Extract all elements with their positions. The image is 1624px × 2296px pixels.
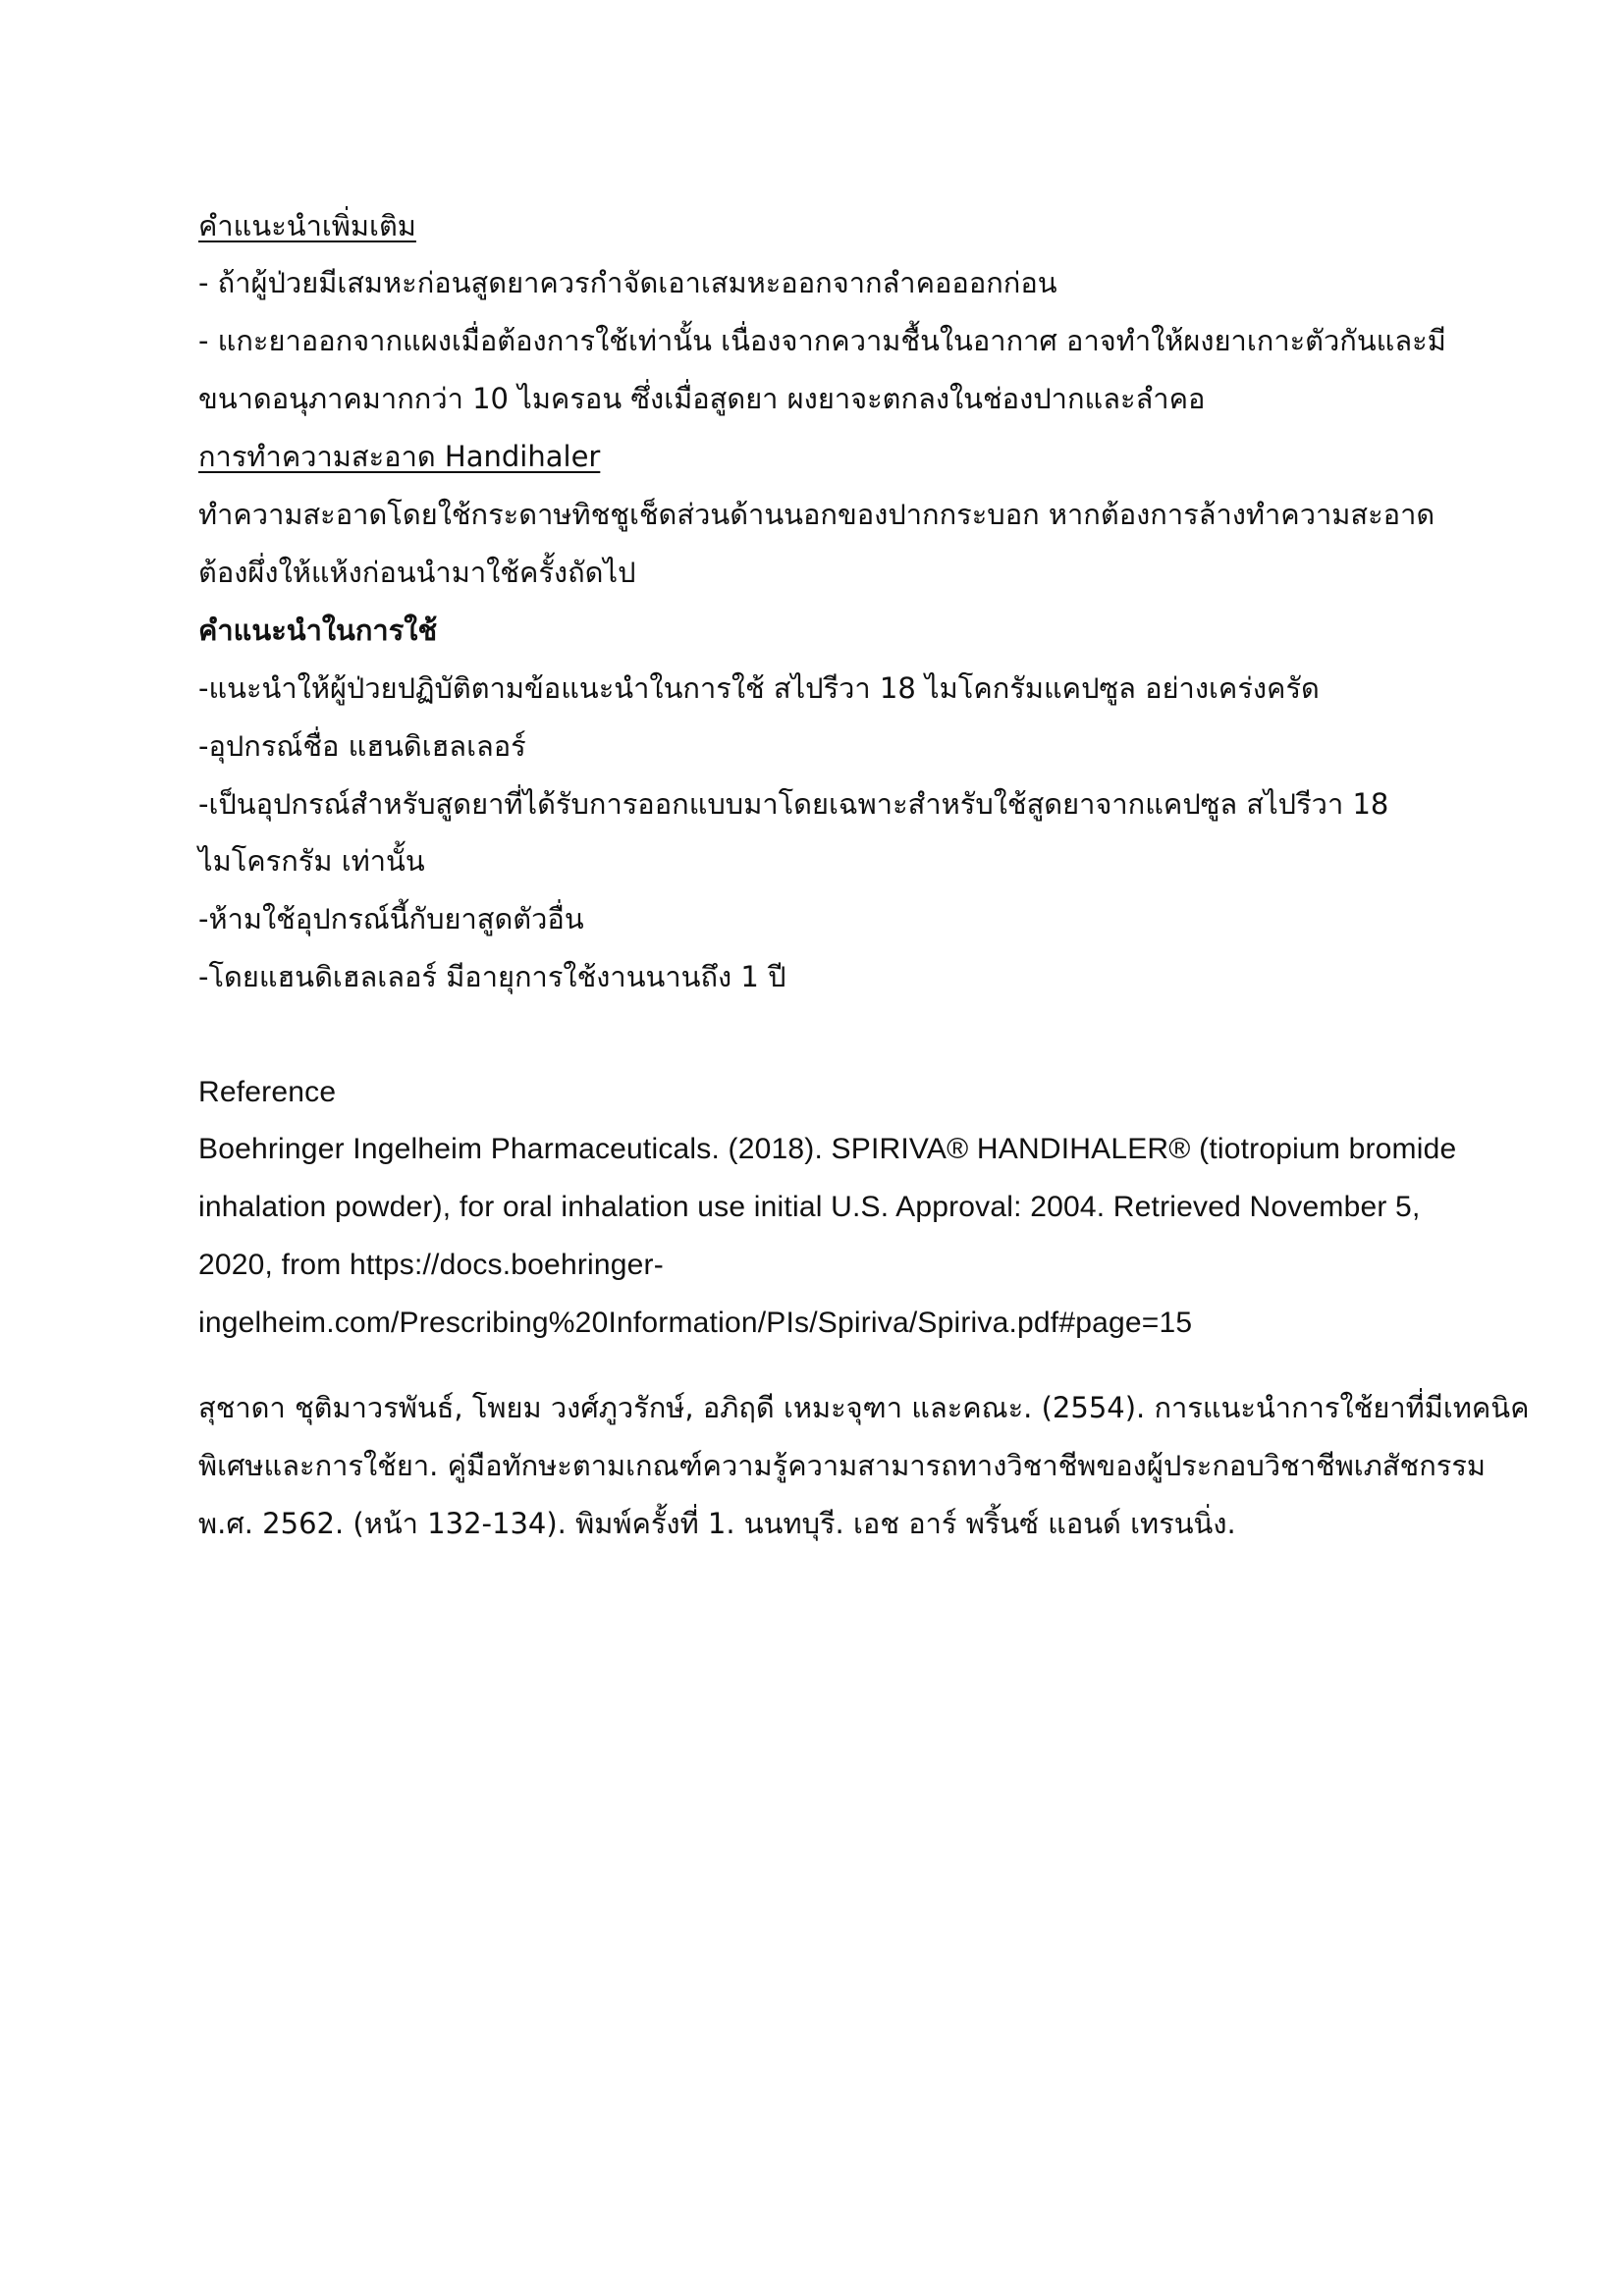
heading-reference: Reference xyxy=(198,1076,337,1108)
usage-advice-line: -ห้ามใช้อุปกรณ์นี้กับยาสูดตัวอื่น xyxy=(198,902,584,935)
additional-advice-line: - ถ้าผู้ป่วยมีเสมหะก่อนสูดยาควรกำจัดเอาเสมหะออกจากลำคอออกก่อน xyxy=(198,266,1057,299)
reference-1-line: ingelheim.com/Prescribing%20Information/PIs/Spiriva/Spiriva.pdf#page=15 xyxy=(198,1307,1193,1339)
cleaning-line: ต้องผึ่งให้แห้งก่อนนำมาใช้ครั้งถัดไป xyxy=(198,556,636,589)
heading-cleaning: การทำความสะอาด Handihaler xyxy=(198,440,601,473)
usage-advice-line: -เป็นอุปกรณ์สำหรับสูดยาที่ได้รับการออกแบบมาโดยเฉพาะสำหรับใช้สูดยาจากแคปซูล สไปรีวา 18 xyxy=(198,787,1389,821)
reference-2-line: สุชาดา ชุติมาวรพันธ์, โพยม วงศ์ภูวรักษ์, อภิฤดี เหมะจุฑา และคณะ. (2554). การแนะนำการใช้ยาที่มีเทคนิค xyxy=(198,1391,1530,1424)
additional-advice-line: - แกะยาออกจากแผงเมื่อต้องการใช้เท่านั้น เนื่องจากความชื้นในอากาศ อาจทำให้ผงยาเกาะตัวกันและมี xyxy=(198,324,1446,357)
usage-advice-line: -อุปกรณ์ชื่อ แฮนดิเฮลเลอร์ xyxy=(198,729,526,763)
reference-1-line: 2020, from https://docs.boehringer- xyxy=(198,1249,664,1281)
usage-advice-line: -แนะนำให้ผู้ป่วยปฏิบัติตามข้อแนะนำในการใช้ สไปรีวา 18 ไมโคกรัมแคปซูล อย่างเคร่งครัด xyxy=(198,671,1320,705)
reference-2-line: พิเศษและการใช้ยา. คู่มือทักษะตามเกณฑ์ความรู้ความสามารถทางวิชาชีพของผู้ประกอบวิชาชีพเภสัชกรรม xyxy=(198,1449,1487,1482)
reference-2-line: พ.ศ. 2562. (หน้า 132-134). พิมพ์ครั้งที่ 1. นนทบุรี. เอช อาร์ พริ้นซ์ แอนด์ เทรนนิ่ง. xyxy=(198,1507,1236,1540)
cleaning-line: ทำความสะอาดโดยใช้กระดาษทิชชูเช็ดส่วนด้านนอกของปากกระบอก หากต้องการล้างทำความสะอาด xyxy=(198,498,1435,531)
reference-1-line: Boehringer Ingelheim Pharmaceuticals. (2018). SPIRIVA® HANDIHALER® (tiotropium bromide xyxy=(198,1133,1457,1165)
heading-usage-advice: คำแนะนำในการใช้ xyxy=(198,614,438,647)
usage-advice-line: ไมโครกรัม เท่านั้น xyxy=(198,844,425,878)
heading-additional-advice: คำแนะนำเพิ่มเติม xyxy=(198,209,416,242)
reference-1-line: inhalation powder), for oral inhalation use initial U.S. Approval: 2004. Retrieved November 5, xyxy=(198,1191,1421,1223)
additional-advice-line: ขนาดอนุภาคมากกว่า 10 ไมครอน ซึ่งเมื่อสูดยา ผงยาจะตกลงในช่องปากและลำคอ xyxy=(198,382,1206,415)
usage-advice-line: -โดยแฮนดิเฮลเลอร์ มีอายุการใช้งานนานถึง 1 ปี xyxy=(198,960,786,993)
